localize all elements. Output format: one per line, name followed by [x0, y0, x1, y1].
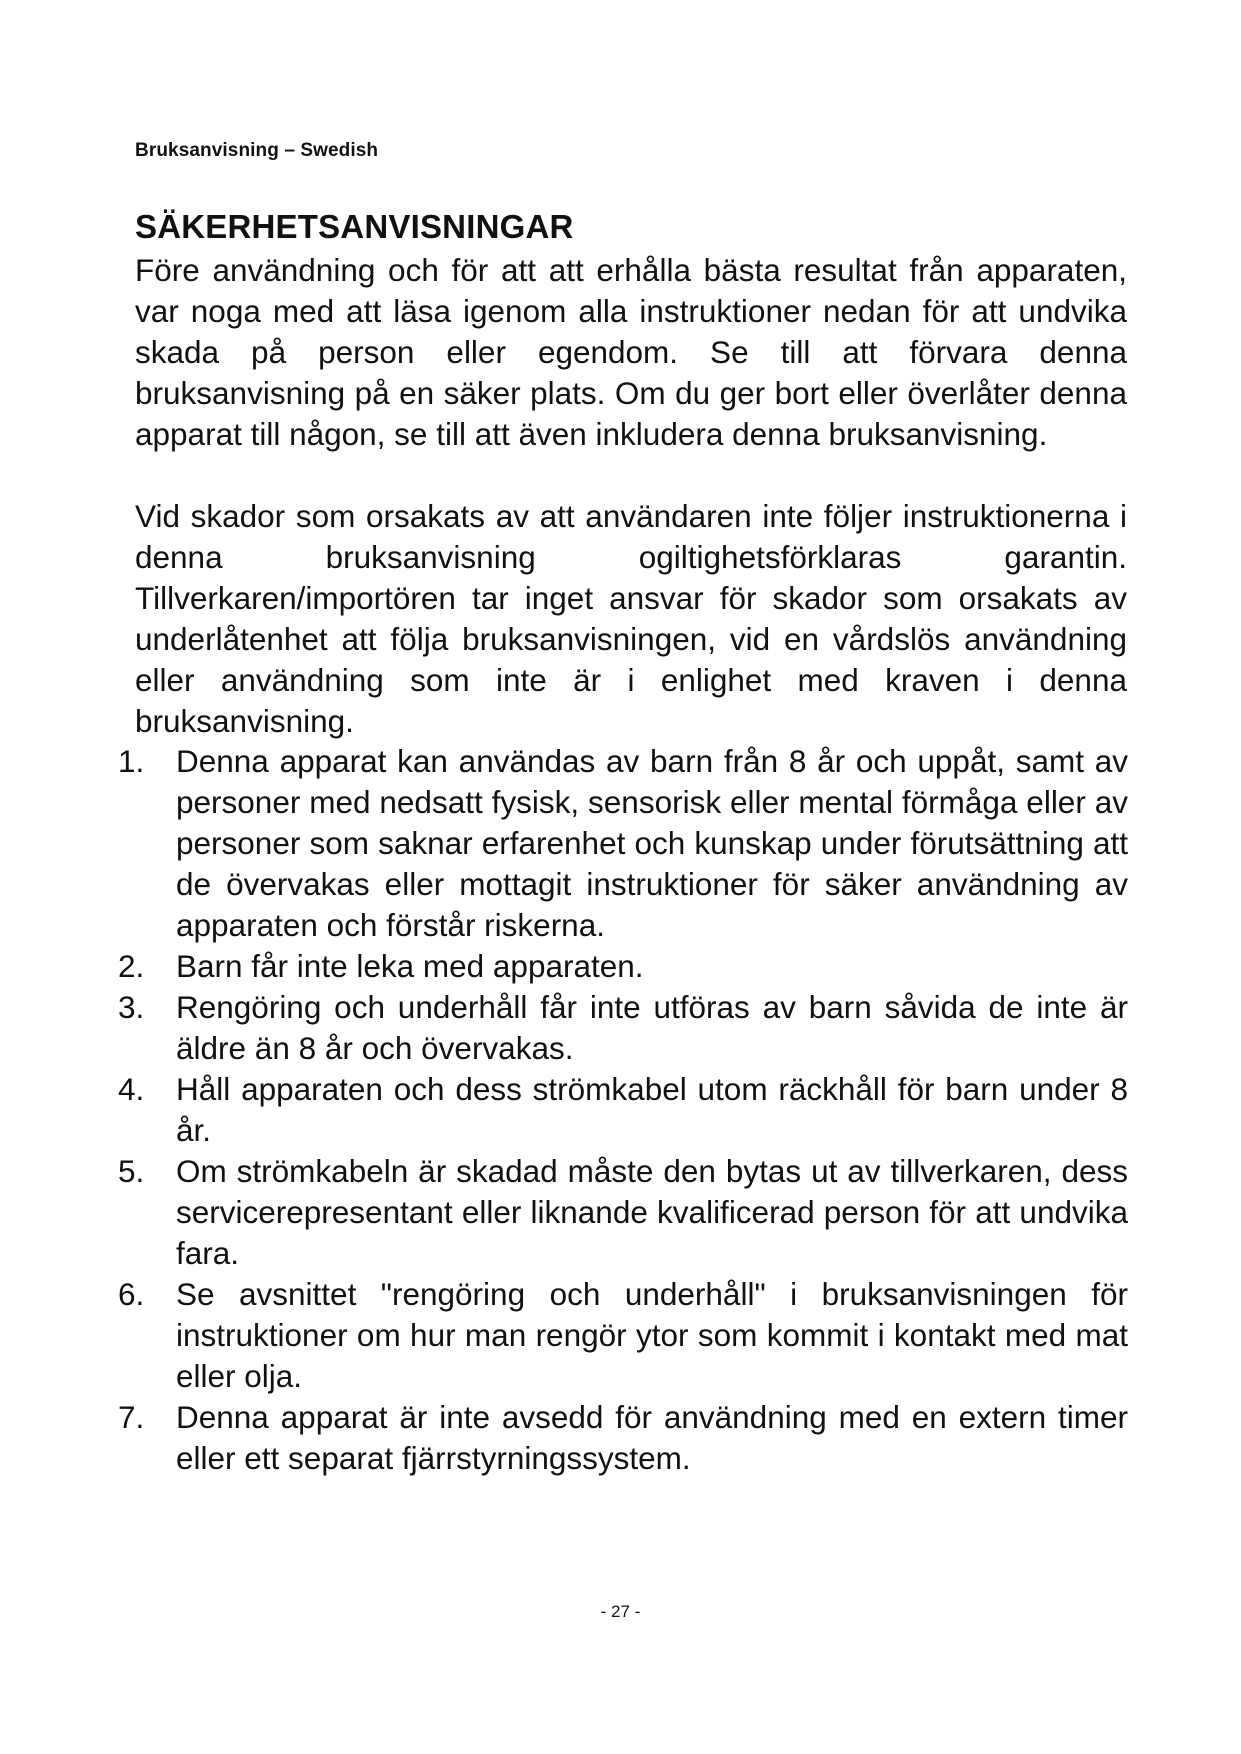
intro-paragraph-2: Vid skador som orsakats av att användaren inte följer instruktionerna i denna bruksanvisning ogiltighetsförklaras garantin. Tillverkaren/importören tar inget ansvar för skador som orsakats av underlåtenhet att följa bruksanvisningen, vid en vårdslös användning eller användning som inte är i enlighet med kraven i denna bruksanvisning.: [135, 498, 1127, 739]
list-item-number: 6.: [118, 1276, 145, 1312]
list-item: [118, 946, 1128, 987]
list-item: [118, 1397, 1128, 1479]
list-item-text: Rengöring och underhåll får inte utföras av barn såvida de inte är äldre än 8 år och övervakas.: [176, 989, 1128, 1066]
list-item-text: Se avsnittet "rengöring och underhåll" i bruksanvisningen för instruktioner om hur man rengör ytor som kommit i kontakt med mat eller olja.: [176, 1276, 1128, 1394]
list-item-number: 5.: [118, 1153, 145, 1189]
list-item-number: 1.: [118, 743, 145, 779]
page-number: - 27 -: [600, 1602, 641, 1621]
section-title: SÄKERHETSANVISNINGAR: [135, 208, 574, 245]
list-item: [118, 987, 1128, 1069]
list-item: [118, 741, 1128, 946]
safety-instructions-list: [118, 741, 1128, 1479]
list-item-number: 3.: [118, 989, 145, 1025]
list-item: [118, 1069, 1128, 1151]
list-item-text: Barn får inte leka med apparaten.: [176, 948, 644, 984]
list-item-text: Denna apparat kan användas av barn från 8 år och uppåt, samt av personer med nedsatt fysisk, sensorisk eller mental förmåga eller av personer som saknar erfarenhet och kunskap under förutsättning att de övervakas eller mottagit instruktioner för säker användning av apparaten och förstår riskerna.: [176, 743, 1128, 943]
list-item-number: 4.: [118, 1071, 145, 1107]
document-header-label: Bruksanvisning – Swedish: [135, 140, 379, 161]
list-item-number: 2.: [118, 948, 145, 984]
list-item: [118, 1274, 1128, 1397]
list-item-number: 7.: [118, 1399, 145, 1435]
list-item: [118, 1151, 1128, 1274]
list-item-text: Håll apparaten och dess strömkabel utom räckhåll för barn under 8 år.: [176, 1071, 1128, 1148]
list-item-text: Om strömkabeln är skadad måste den bytas ut av tillverkaren, dess servicerepresentant eller liknande kvalificerad person för att undvika fara.: [176, 1153, 1128, 1271]
intro-paragraph-1: Före användning och för att att erhålla bästa resultat från apparaten, var noga med att läsa igenom alla instruktioner nedan för att undvika skada på person eller egendom. Se till att förvara denna bruksanvisning på en säker plats. Om du ger bort eller överlåter denna apparat till någon, se till att även inkludera denna bruksanvisning.: [135, 252, 1127, 452]
list-item-text: Denna apparat är inte avsedd för användning med en extern timer eller ett separat fjärrstyrningssystem.: [176, 1399, 1128, 1476]
